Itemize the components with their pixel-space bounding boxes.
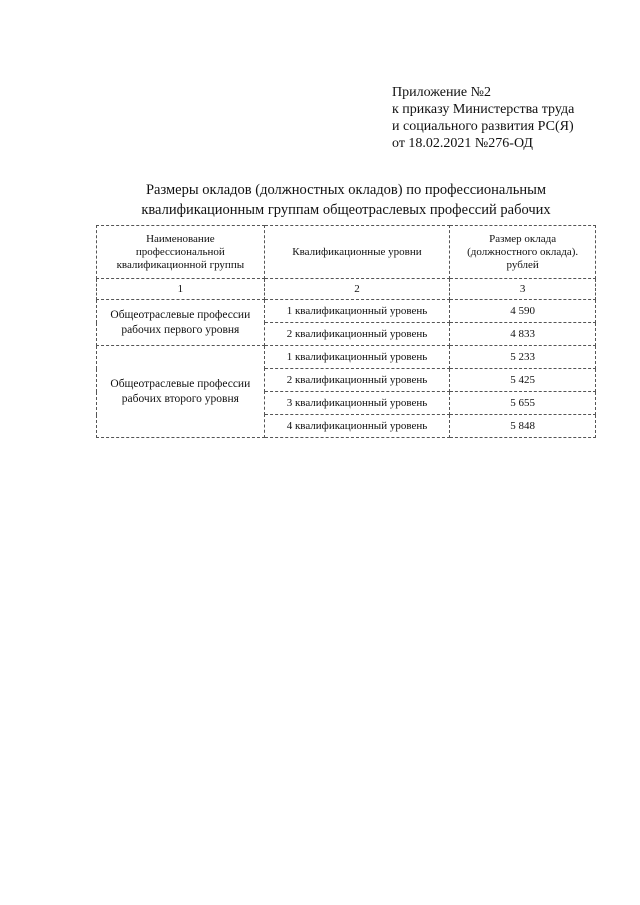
appendix-line: Приложение №2: [392, 85, 491, 100]
level-cell: 4 квалификационный уровень: [264, 415, 450, 438]
appendix-line: от 18.02.2021 №276-ОД: [392, 136, 533, 151]
table-row: [97, 346, 596, 369]
column-number: 3: [450, 279, 596, 300]
appendix-line: и социального развития РС(Я): [392, 119, 574, 134]
salary-cell: 5 233: [450, 346, 596, 369]
header-salary-size: Размер оклада (должностного оклада). рублей: [450, 226, 596, 279]
appendix-block: [392, 84, 574, 152]
document-title: [96, 180, 596, 220]
salary-cell: 5 425: [450, 369, 596, 392]
salary-table: [96, 225, 596, 438]
level-cell: 3 квалификационный уровень: [264, 392, 450, 415]
title-line: квалификационным группам общеотраслевых профессий рабочих: [141, 202, 551, 218]
appendix-line: к приказу Министерства труда: [392, 102, 575, 117]
column-number: 1: [97, 279, 265, 300]
table-row: [97, 300, 596, 323]
salary-cell: 4 590: [450, 300, 596, 323]
header-group-name: Наименование профессиональной квалификационной группы: [97, 226, 265, 279]
header-qualification-levels: Квалификационные уровни: [264, 226, 450, 279]
group-name-cell: Общеотраслевые профессии рабочих первого уровня: [97, 300, 265, 346]
level-cell: 1 квалификационный уровень: [264, 300, 450, 323]
group-name-cell: Общеотраслевые профессии рабочих второго уровня: [97, 346, 265, 438]
salary-cell: 5 848: [450, 415, 596, 438]
salary-cell: 5 655: [450, 392, 596, 415]
level-cell: 2 квалификационный уровень: [264, 323, 450, 346]
table-header-row: [97, 226, 596, 279]
column-number: 2: [264, 279, 450, 300]
title-line: Размеры окладов (должностных окладов) по профессиональным: [145, 182, 547, 198]
level-cell: 2 квалификационный уровень: [264, 369, 450, 392]
salary-cell: 4 833: [450, 323, 596, 346]
column-numbers-row: [97, 279, 596, 300]
level-cell: 1 квалификационный уровень: [264, 346, 450, 369]
